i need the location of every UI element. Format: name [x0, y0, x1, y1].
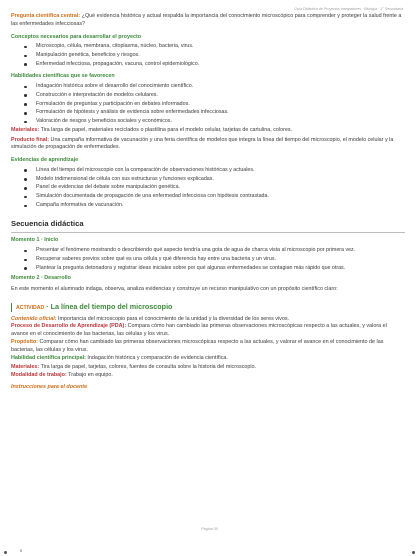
list-item: Indagación histórica sobre el desarrollo del conocimiento científico.	[11, 83, 405, 91]
dot-icon	[412, 551, 415, 554]
habilidades-list	[11, 83, 405, 126]
list-item: Formulación de hipótesis y análisis de evidencia sobre enfermedades infecciosas.	[11, 109, 405, 117]
activity-prefix: ACTIVIDAD	[16, 304, 45, 311]
materiales-label: Materiales:	[11, 126, 40, 133]
activity-row-text: Trabajo en equipo.	[66, 372, 113, 379]
activity-row-text: Indagación histórica y comparación de evidencia científica.	[85, 354, 228, 361]
conceptos-heading: Conceptos necesarios para desarrollar el proyecto	[11, 33, 142, 40]
activity-row-text: Tira larga de papel, tarjetas, colores, fuentes de consulta sobre la historia del microscopio.	[39, 364, 257, 371]
partial-link[interactable]: ñ	[20, 549, 22, 553]
activity-row-text: Compara cómo han cambiado las primeras observaciones microscópicas respecto a las actuales, y valora el avance en el conocimiento de las bacterias, las células y los virus.	[11, 323, 387, 338]
list-item: Construcción e interpretación de modelos celulares.	[11, 92, 405, 100]
producto-final	[11, 137, 405, 153]
list-item: Panel de evidencias del debate sobre manipulación genética.	[11, 184, 405, 192]
activity-row-contenido	[11, 316, 405, 324]
list-item: Microscopio, célula, membrana, citoplasma, núcleo, bacteria, virus.	[11, 43, 405, 51]
section-divider	[11, 232, 405, 233]
activity-row-label: Materiales:	[11, 364, 40, 371]
page-footer: Página 39	[201, 527, 218, 531]
activity-row-text: Importancia del microscopio para el conocimiento de la unidad y la diversidad de los seres vivos.	[56, 315, 290, 322]
materiales-line	[11, 127, 405, 135]
activity-row-pda	[11, 323, 405, 339]
instrucciones-heading	[11, 384, 405, 392]
materiales-text: Tira larga de papel, materiales reciclados o plastilina para el modelo celular, tarjetas de cartulina, colores.	[39, 126, 293, 133]
central-question-text: ¿Qué evidencia histórica y actual respalda la importancia del conocimiento microscópico para comprender y proteger la salud frente a las enfermedades infecciosas?	[11, 13, 402, 27]
activity-title	[11, 303, 405, 312]
central-question-label: Pregunta científica central:	[11, 13, 81, 19]
list-item: Formulación de preguntas y participación en debates informados.	[11, 101, 405, 109]
momento-1-list	[11, 247, 405, 272]
producto-text: Una campaña informativa de vacunación y una feria científica de modelos que integra la línea del tiempo del microscopio, el modelo celular y la simulación de propagación de enfermedades.	[11, 136, 394, 151]
habilidades-heading: Habilidades científicas que se favorecen	[11, 73, 115, 80]
list-item: Simulación documentada de propagación de una enfermedad infecciosa con hipótesis contrastada.	[11, 193, 405, 201]
list-item: Recuperar saberes previos sobre qué es una célula y qué diferencia hay entre una bacteria y un virus.	[11, 256, 405, 264]
evidencias-heading: Evidencias de aprendizaje	[11, 157, 79, 164]
activity-row-label: Propósito:	[11, 339, 38, 346]
activity-row-label: Habilidad científica principal:	[11, 354, 86, 361]
activity-row-label: Contenido oficial:	[11, 315, 57, 322]
section-title: Secuencia didáctica	[11, 218, 84, 228]
activity-name: · La línea del tiempo del microscopio	[44, 301, 173, 311]
instrucciones-label: Instrucciones para el docente	[11, 384, 88, 391]
activity-row-text: Comparar cómo han cambiado las primeras observaciones microscópicas respecto a las actuales, y valorar el avance en el conocimiento de las bacterias, las células y los virus.	[11, 339, 384, 353]
momento-1-title: Momento 1 · Inicio	[11, 236, 59, 243]
list-item: Valoración de riesgos y beneficios sociales y económicos.	[11, 118, 405, 126]
momento-2-text: En este momento el alumnado indaga, observa, analiza evidencias y construye un recurso manipulativo con un propósito científico claro:	[11, 285, 338, 292]
list-item: Modelo tridimensional de célula con sus estructuras y funciones explicadas.	[11, 176, 405, 184]
activity-row-label: Proceso de Desarrollo de Aprendizaje (PDA):	[11, 323, 127, 330]
viewer-bottom-edge	[0, 548, 419, 556]
producto-label: Producto final:	[11, 136, 50, 143]
dot-icon	[4, 551, 7, 554]
list-item: Plantear la pregunta detonadora y registrar ideas iniciales sobre por qué algunas enfermedades se contagian más rápido que otras.	[11, 265, 405, 273]
activity-row-habilidad	[11, 355, 405, 363]
list-item: Manipulación genética, beneficios y riesgos.	[11, 52, 405, 60]
conceptos-list	[11, 43, 405, 68]
running-header: Guía Didáctica de Proyectos Integradores · Biología · 1° Secundaria	[294, 7, 403, 11]
evidencias-list	[11, 167, 405, 210]
momento-2-title: Momento 2 · Desarrollo	[11, 275, 71, 282]
central-question	[11, 13, 405, 29]
activity-row-label: Modalidad de trabajo:	[11, 372, 67, 379]
activity-row-materiales	[11, 364, 405, 372]
list-item: Presentar el fenómeno mostrando o describiendo qué aspecto tendría una gota de agua de charca vista al microscopio por primera vez.	[11, 247, 405, 255]
list-item: Enfermedad infecciosa, propagación, vacuna, control epidemiológico.	[11, 61, 405, 69]
list-item: Línea del tiempo del microscopio con la comparación de observaciones históricas y actuales.	[11, 167, 405, 175]
activity-row-modalidad	[11, 372, 405, 380]
list-item: Campaña informativa de vacunación.	[11, 202, 405, 210]
activity-row-proposito	[11, 339, 405, 355]
